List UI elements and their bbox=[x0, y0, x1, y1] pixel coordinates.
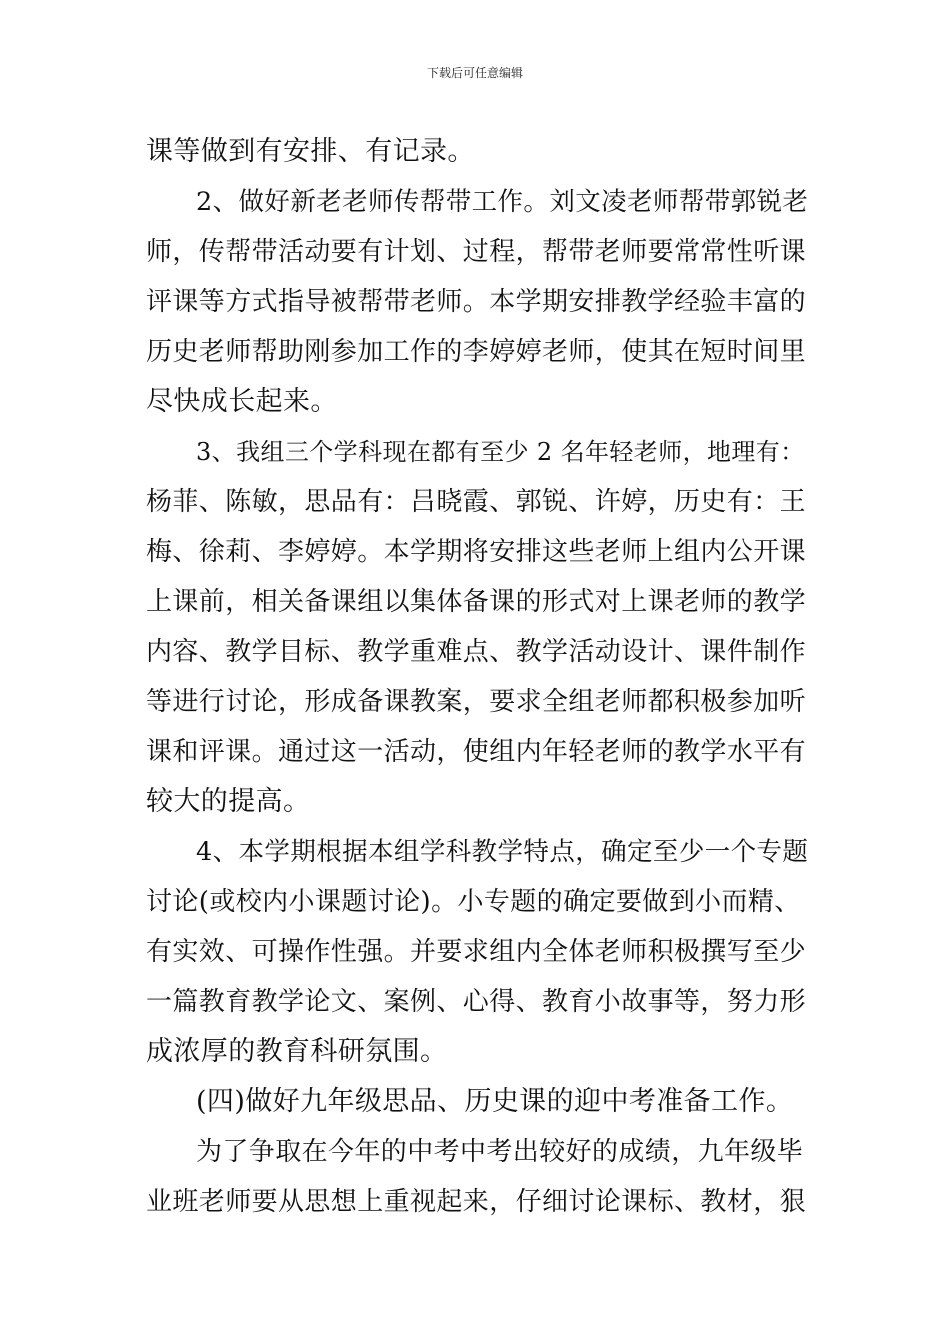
text-line: 4、本学期根据本组学科教学特点，确定至少一个专题 bbox=[196, 837, 809, 867]
text-line: 尽快成长起来。 bbox=[146, 386, 338, 417]
text-line: (四)做好九年级思品、历史课的迎中考准备工作。 bbox=[196, 1086, 794, 1117]
text-line: 3、我组三个学科现在都有至少 2 名年轻老师，地理有： bbox=[196, 438, 805, 466]
text-line: 课和评课。通过这一活动，使组内年轻老师的教学水平有 bbox=[146, 737, 807, 767]
text-line: 较大的提高。 bbox=[146, 786, 311, 817]
page-header: 下载后可任意编辑 bbox=[426, 66, 523, 80]
text-line: 上课前，相关备课组以集体备课的形式对上课老师的教学 bbox=[146, 587, 807, 617]
text-line: 讨论(或校内小课题讨论)。小专题的确定要做到小而精、 bbox=[146, 887, 801, 917]
text-line: 业班老师要从思想上重视起来，仔细讨论课标、教材，狠 bbox=[146, 1187, 807, 1217]
document-body bbox=[146, 127, 811, 1227]
text-line: 有实效、可操作性强。并要求组内全体老师积极撰写至少 bbox=[146, 937, 807, 967]
text-line: 内容、教学目标、教学重难点、教学活动设计、课件制作 bbox=[146, 637, 807, 667]
text-line: 等进行讨论，形成备课教案，要求全组老师都积极参加听 bbox=[146, 687, 807, 717]
text-line: 杨菲、陈敏，思品有：吕晓霞、郭锐、许婷，历史有：王 bbox=[146, 487, 807, 517]
text-line: 梅、徐莉、李婷婷。本学期将安排这些老师上组内公开课 bbox=[146, 537, 807, 567]
text-line: 成浓厚的教育科研氛围。 bbox=[146, 1036, 448, 1067]
text-line: 课等做到有安排、有记录。 bbox=[146, 136, 475, 167]
text-line: 2、做好新老老师传帮带工作。刘文凌老师帮带郭锐老 bbox=[196, 187, 809, 217]
text-line: 师，传帮带活动要有计划、过程，帮带老师要常常性听课 bbox=[146, 237, 807, 267]
text-line: 历史老师帮助刚参加工作的李婷婷老师，使其在短时间里 bbox=[146, 337, 807, 367]
text-line: 一篇教育教学论文、案例、心得、教育小故事等，努力形 bbox=[146, 987, 807, 1017]
text-line: 为了争取在今年的中考中考出较好的成绩，九年级毕 bbox=[196, 1137, 804, 1167]
text-line: 评课等方式指导被帮带老师。本学期安排教学经验丰富的 bbox=[146, 287, 807, 317]
